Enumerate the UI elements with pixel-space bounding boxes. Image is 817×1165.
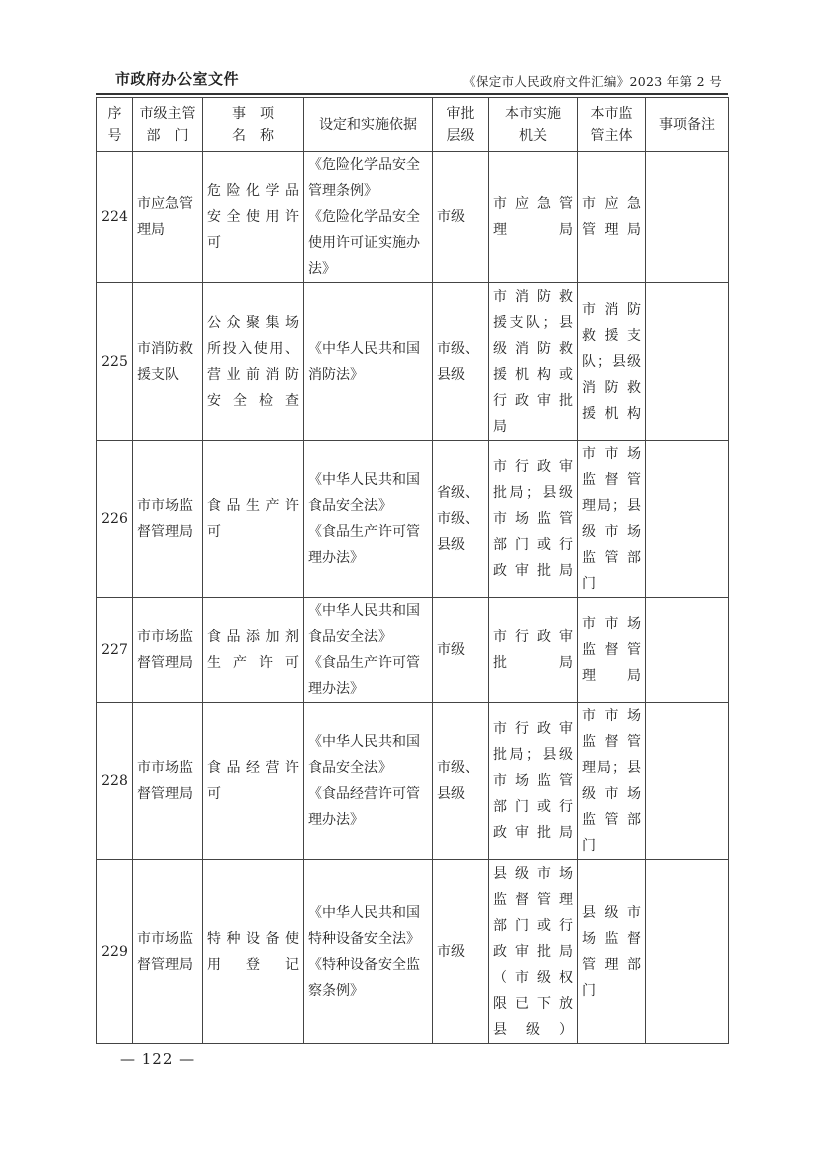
header-rule [96, 93, 728, 95]
competent-department-cell: 市市场监 督管理局 [133, 598, 203, 703]
col-header-agency: 本市实施 机关 [489, 98, 578, 152]
competent-department-cell: 市市场监 督管理局 [133, 860, 203, 1044]
legal-basis-cell: 《中华人民共和国 消防法》 [304, 283, 433, 441]
table-row [97, 598, 729, 703]
item-name-cell: 食品生产许 可 [203, 441, 304, 598]
row-number-cell: 228 [97, 703, 133, 860]
page-number: — 122 — [120, 1050, 196, 1068]
item-name-cell: 公众聚集场 所投入使用、 营业前消防 安全检查 [203, 283, 304, 441]
col-header-basis: 设定和实施依据 [304, 98, 433, 152]
supervising-body-cell: 市市场 监督管 理局；县 级市场 监管部 门 [578, 441, 646, 598]
implementing-agency-cell: 市行政审 批局 [489, 598, 578, 703]
competent-department-cell: 市消防救 援支队 [133, 283, 203, 441]
remarks-cell [646, 598, 729, 703]
legal-basis-cell: 《中华人民共和国 特种设备安全法》 《特种设备安全监 察条例》 [304, 860, 433, 1044]
remarks-cell [646, 860, 729, 1044]
legal-basis-cell: 《中华人民共和国 食品安全法》 《食品经营许可管 理办法》 [304, 703, 433, 860]
supervising-body-cell: 县级市 场监督 管理部 门 [578, 860, 646, 1044]
approval-level-cell: 市级 [433, 860, 489, 1044]
table-row [97, 283, 729, 441]
approval-level-cell: 市级、 县级 [433, 283, 489, 441]
remarks-cell [646, 441, 729, 598]
item-name-cell: 食品添加剂 生产许可 [203, 598, 304, 703]
supervising-body-cell: 市市场 监督管 理局；县 级市场 监管部 门 [578, 703, 646, 860]
row-number-cell: 229 [97, 860, 133, 1044]
col-header-supervisor: 本市监 管主体 [578, 98, 646, 152]
implementing-agency-cell: 县级市场 监督管理 部门或行 政审批局 （市级权 限已下放 县级） [489, 860, 578, 1044]
implementing-agency-cell: 市行政审 批局；县级 市场监管 部门或行 政审批局 [489, 441, 578, 598]
implementing-agency-cell: 市行政审 批局；县级 市场监管 部门或行 政审批局 [489, 703, 578, 860]
legal-basis-cell: 《中华人民共和国 食品安全法》 《食品生产许可管 理办法》 [304, 441, 433, 598]
item-name-cell: 危险化学品 安全使用许 可 [203, 152, 304, 283]
approval-level-cell: 省级、 市级、 县级 [433, 441, 489, 598]
supervising-body-cell: 市应急 管理局 [578, 152, 646, 283]
competent-department-cell: 市应急管 理局 [133, 152, 203, 283]
table-row [97, 152, 729, 283]
table-row [97, 703, 729, 860]
approval-items-table [96, 97, 729, 1044]
row-number-cell: 224 [97, 152, 133, 283]
legal-basis-cell: 《中华人民共和国 食品安全法》 《食品生产许可管 理办法》 [304, 598, 433, 703]
row-number-cell: 227 [97, 598, 133, 703]
publication-reference: 《保定市人民政府文件汇编》2023 年第 2 号 [463, 74, 722, 89]
item-name-cell: 食品经营许 可 [203, 703, 304, 860]
col-header-item-name: 事 项 名 称 [203, 98, 304, 152]
competent-department-cell: 市市场监 督管理局 [133, 441, 203, 598]
implementing-agency-cell: 市消防救 援支队；县 级消防救 援机构或 行政审批 局 [489, 283, 578, 441]
supervising-body-cell: 市市场 监督管 理局 [578, 598, 646, 703]
remarks-cell [646, 703, 729, 860]
approval-level-cell: 市级 [433, 152, 489, 283]
remarks-cell [646, 283, 729, 441]
legal-basis-cell: 《危险化学品安全 管理条例》 《危险化学品安全 使用许可证实施办 法》 [304, 152, 433, 283]
row-number-cell: 225 [97, 283, 133, 441]
row-number-cell: 226 [97, 441, 133, 598]
col-header-department: 市级主管 部 门 [133, 98, 203, 152]
remarks-cell [646, 152, 729, 283]
document-series-title: 市政府办公室文件 [115, 70, 240, 88]
implementing-agency-cell: 市应急管 理局 [489, 152, 578, 283]
col-header-approval-level: 审批 层级 [433, 98, 489, 152]
table-row [97, 860, 729, 1044]
table-header-row [97, 98, 729, 152]
table-row [97, 441, 729, 598]
col-header-number: 序 号 [97, 98, 133, 152]
approval-level-cell: 市级 [433, 598, 489, 703]
supervising-body-cell: 市消防 救援支 队；县级 消防救 援机构 [578, 283, 646, 441]
competent-department-cell: 市市场监 督管理局 [133, 703, 203, 860]
item-name-cell: 特种设备使 用登记 [203, 860, 304, 1044]
approval-level-cell: 市级、 县级 [433, 703, 489, 860]
col-header-remarks: 事项备注 [646, 98, 729, 152]
